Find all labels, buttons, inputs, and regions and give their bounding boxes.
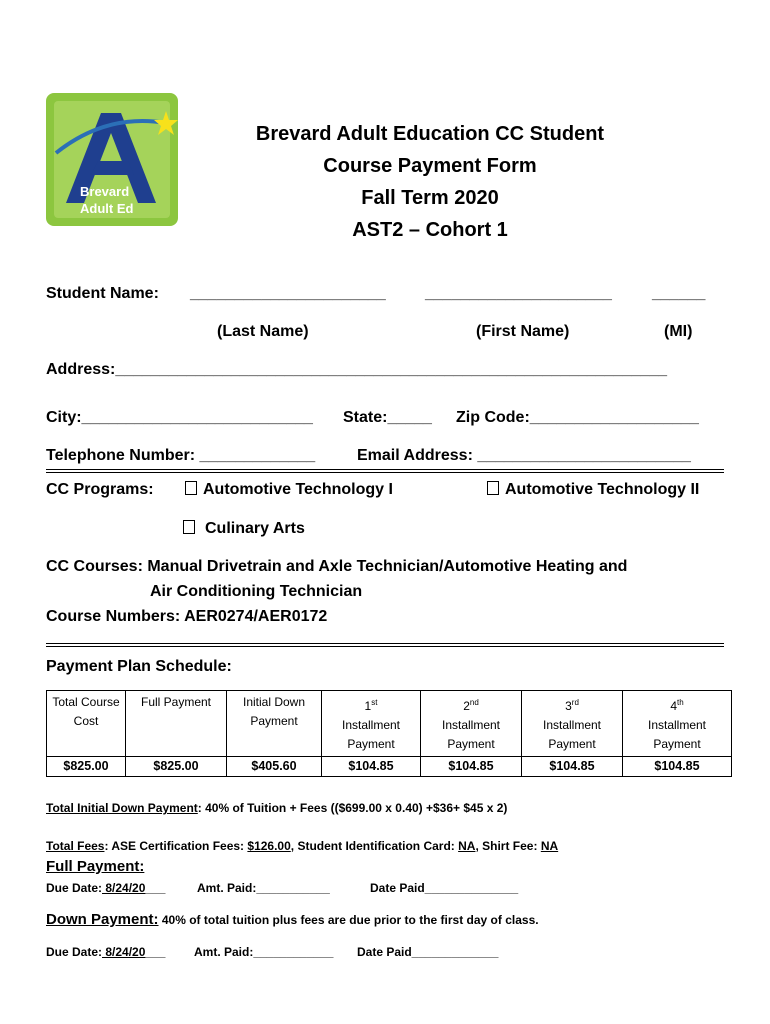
address-field[interactable]: Address:______________________________________________________________	[46, 361, 668, 378]
payment-plan-heading: Payment Plan Schedule:	[46, 658, 232, 675]
option-label: Automotive Technology II	[505, 481, 700, 498]
cc-courses-line-1: CC Courses: Manual Drivetrain and Axle Technician/Automotive Heating and	[46, 558, 628, 575]
brevard-adult-ed-logo	[46, 93, 178, 226]
zip-code-field[interactable]: Zip Code:___________________	[456, 409, 699, 426]
header-installment-4: 4th Installment Payment	[623, 691, 732, 757]
total-down-payment-note: Total Initial Down Payment: 40% of Tuition + Fees (($699.00 x 0.40) +$36+ $45 x 2)	[46, 801, 508, 815]
full-payment-due-date[interactable]: Due Date: 8/24/20___	[46, 881, 166, 895]
program-option-auto-tech-1[interactable]	[185, 481, 393, 499]
email-field[interactable]: Email Address: ________________________	[357, 447, 691, 464]
middle-initial-field[interactable]: ______	[652, 285, 706, 302]
cell-installment-3: $104.85	[522, 757, 623, 777]
course-numbers: Course Numbers: AER0274/AER0172	[46, 608, 328, 625]
down-payment-heading: Down Payment:	[46, 911, 159, 928]
table-row	[47, 757, 732, 777]
title-line-2: Course Payment Form	[323, 155, 537, 177]
header-installment-3: 3rd Installment Payment	[522, 691, 623, 757]
first-name-caption: (First Name)	[476, 323, 570, 340]
program-option-culinary-arts[interactable]	[183, 520, 305, 538]
cell-initial-down-payment: $405.60	[227, 757, 322, 777]
full-payment-amount-field[interactable]: Amt. Paid:___________	[197, 881, 330, 895]
cell-total-cost: $825.00	[47, 757, 126, 777]
city-field[interactable]: City:__________________________	[46, 409, 313, 426]
program-option-auto-tech-2[interactable]	[487, 481, 699, 499]
logo-line-1: Brevard	[80, 184, 130, 199]
down-payment-amount-field[interactable]: Amt. Paid:____________	[194, 945, 334, 959]
last-name-caption: (Last Name)	[217, 323, 309, 340]
down-payment-date-paid-field[interactable]: Date Paid_____________	[357, 945, 499, 959]
total-fees-note: Total Fees: ASE Certification Fees: $126.00, Student Identification Card: NA, Shirt Fee: NA	[46, 839, 559, 853]
payment-plan-table	[46, 690, 732, 777]
table-header-row	[47, 691, 732, 757]
title-line-1: Brevard Adult Education CC Student	[255, 123, 605, 145]
header-initial-down-payment: Initial Down Payment	[227, 691, 322, 757]
cell-installment-2: $104.85	[421, 757, 522, 777]
header-full-payment: Full Payment	[126, 691, 227, 757]
telephone-field[interactable]: Telephone Number: _____________	[46, 447, 316, 464]
logo-line-2: Adult Ed	[80, 201, 134, 216]
form-title	[230, 118, 630, 246]
cell-full-payment: $825.00	[126, 757, 227, 777]
first-name-field[interactable]: _____________________	[425, 285, 612, 302]
header-installment-2: 2nd Installment Payment	[421, 691, 522, 757]
down-payment-due-date[interactable]: Due Date: 8/24/20___	[46, 945, 166, 959]
divider	[46, 643, 724, 647]
full-payment-date-paid-field[interactable]: Date Paid______________	[370, 881, 519, 895]
checkbox[interactable]	[183, 520, 195, 534]
cell-installment-1: $104.85	[322, 757, 421, 777]
option-label: Culinary Arts	[205, 520, 305, 537]
down-payment-line: Down Payment: 40% of total tuition plus fees are due prior to the first day of class.	[46, 911, 539, 928]
last-name-field[interactable]: ______________________	[190, 285, 386, 302]
checkbox[interactable]	[487, 481, 499, 495]
student-name-label: Student Name:	[46, 285, 159, 302]
state-field[interactable]: State:_____	[343, 409, 432, 426]
full-payment-heading: Full Payment:	[46, 858, 145, 875]
header-installment-1: 1st Installment Payment	[322, 691, 421, 757]
mi-caption: (MI)	[664, 323, 693, 340]
checkbox[interactable]	[185, 481, 197, 495]
title-line-4: AST2 – Cohort 1	[352, 219, 508, 241]
title-line-3: Fall Term 2020	[361, 187, 499, 209]
cc-courses-line-2: Air Conditioning Technician	[150, 583, 363, 600]
cc-programs-label: CC Programs:	[46, 481, 154, 498]
option-label: Automotive Technology I	[203, 481, 393, 498]
divider	[46, 469, 724, 473]
cell-installment-4: $104.85	[623, 757, 732, 777]
header-total-cost: Total Course Cost	[47, 691, 126, 757]
